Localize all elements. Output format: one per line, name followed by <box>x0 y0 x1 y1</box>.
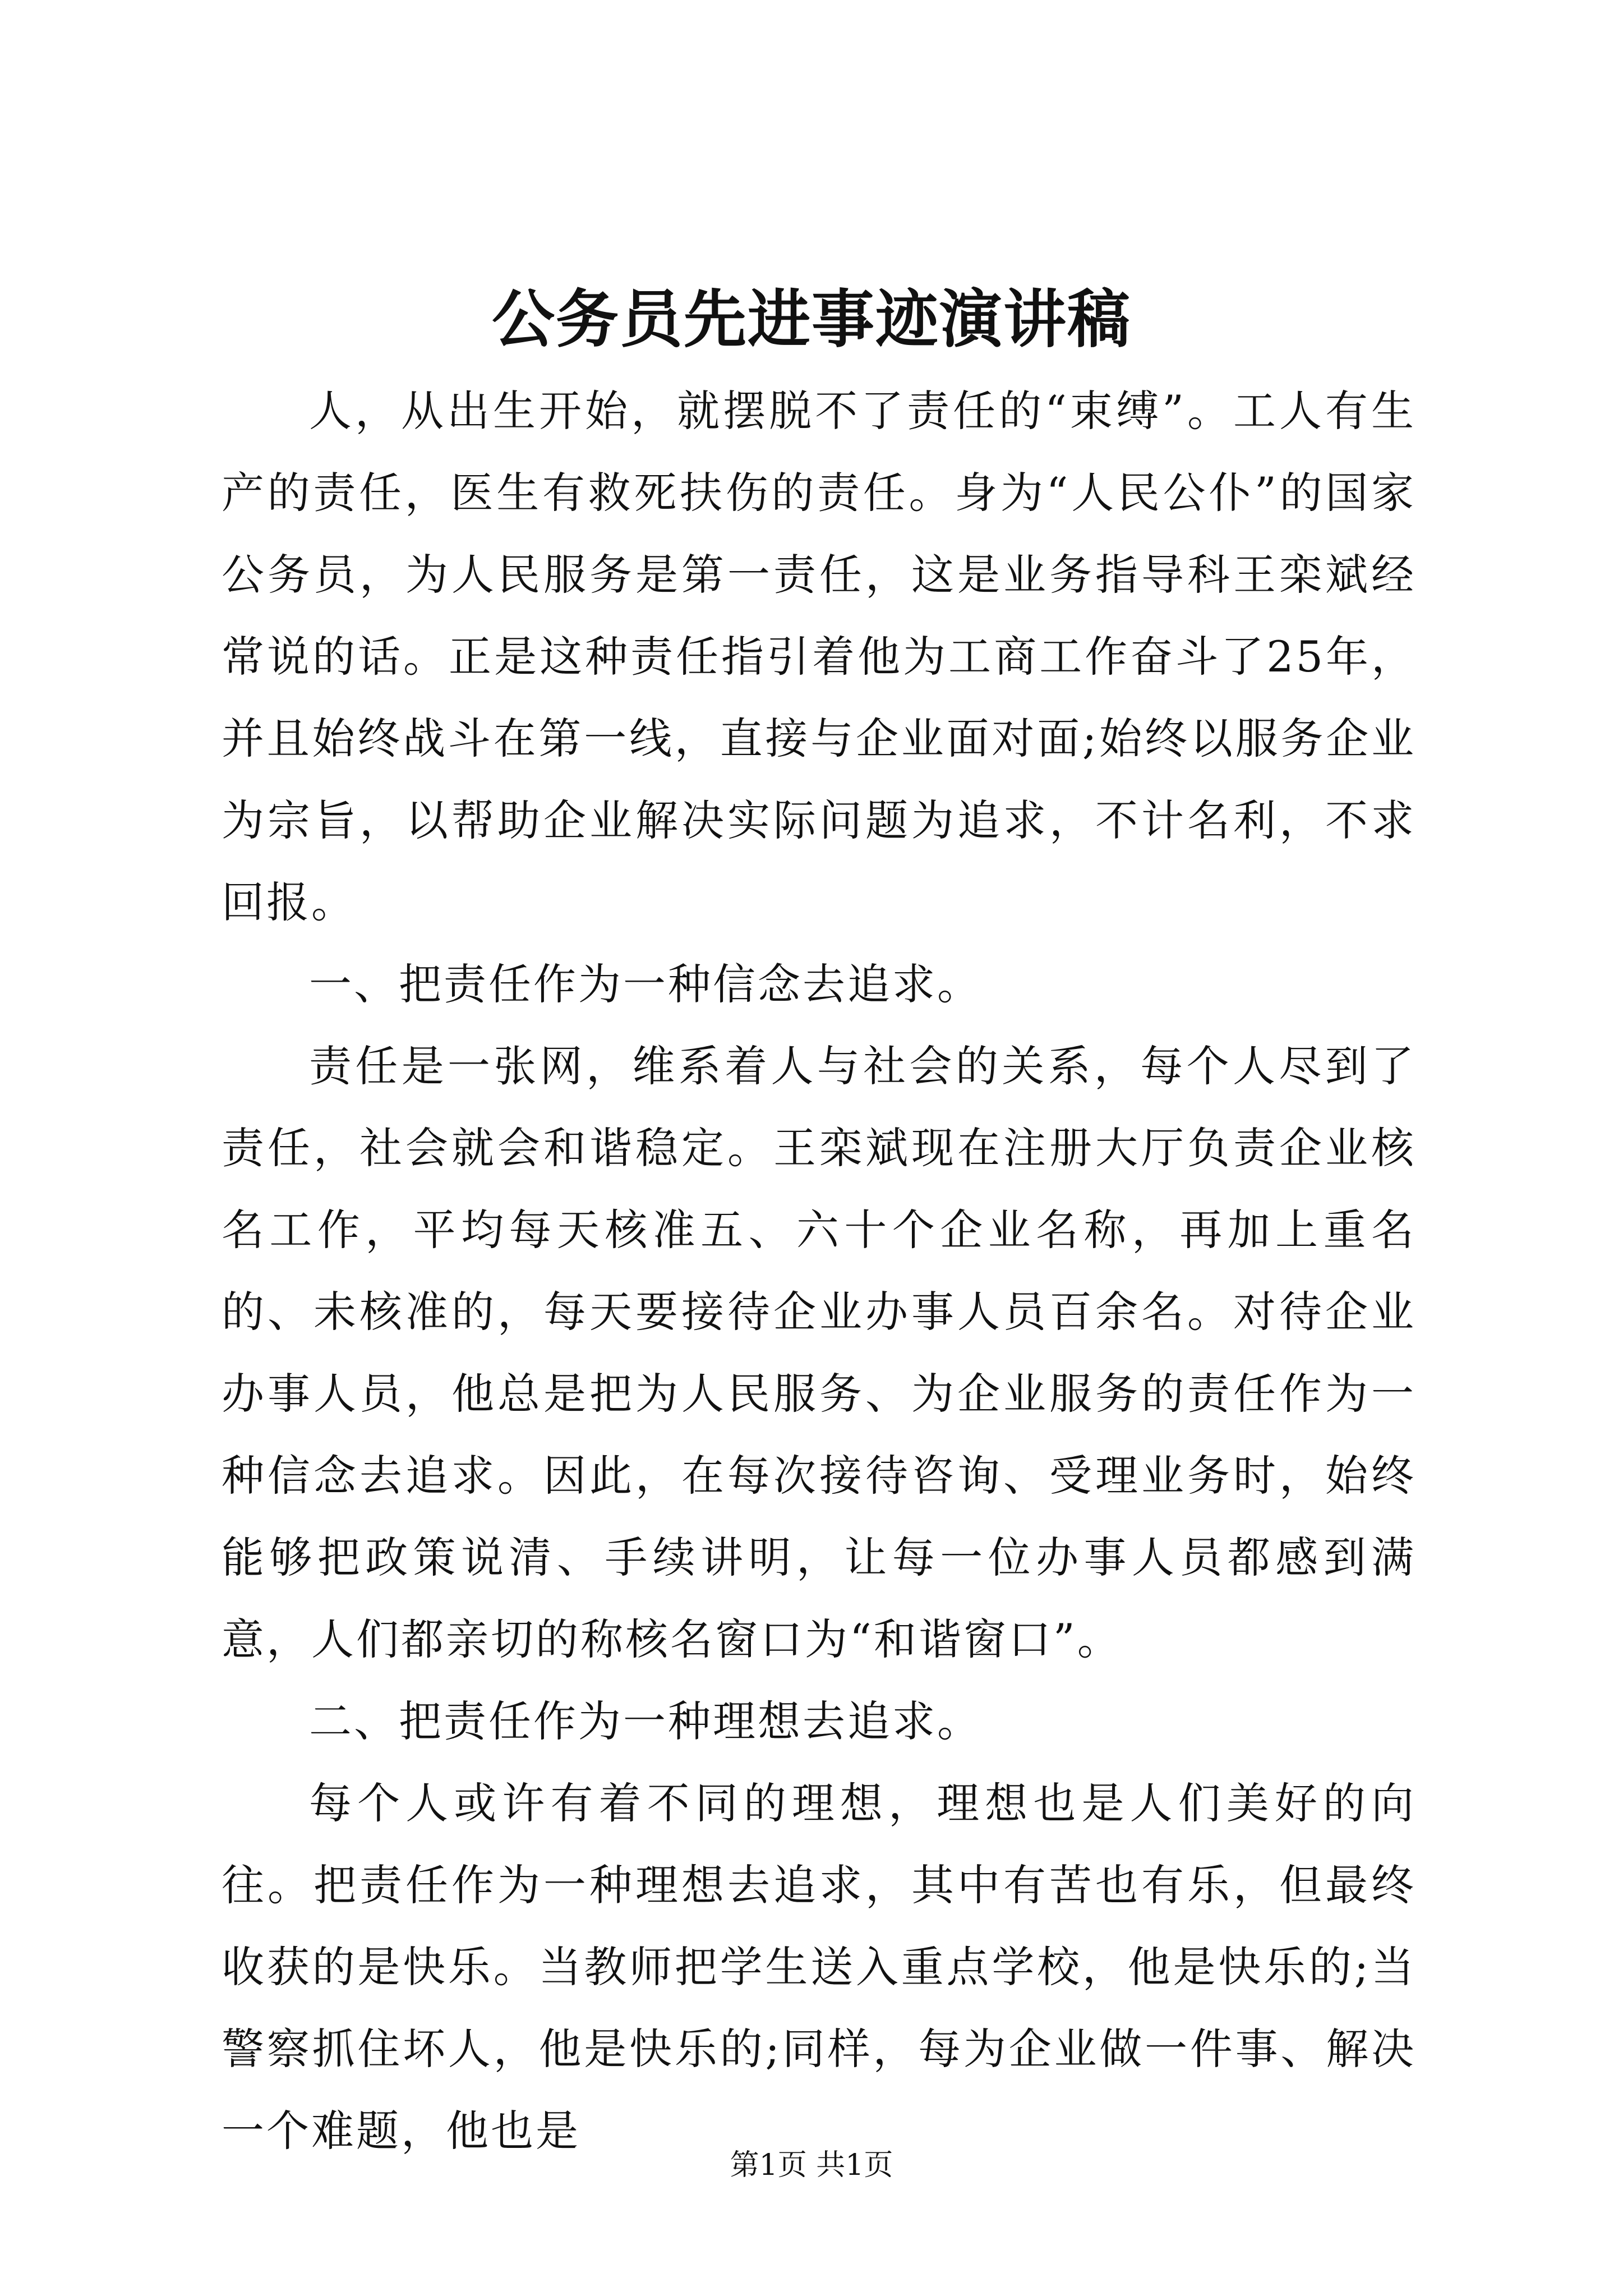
section-heading-2: 二、把责任作为一种理想去追求。 <box>309 1696 982 1746</box>
section-heading-1: 一、把责任作为一种信念去追求。 <box>309 959 982 1009</box>
page-footer: 第1页 共1页 <box>730 2148 893 2182</box>
paragraph-section-2: 每个人或许有着不同的理想，理想也是人们美好的向往。把责任作为一种理想去追求，其中有苦也有乐，但最终收获的是快乐。当教师把学生送入重点学校，他是快乐的;当警察抓住坏人，他是快乐的;同样，每为企业做一件事、解决一个难题，他也是 <box>222 1778 1416 2156</box>
document-title: 公务员先进事迹演讲稿 <box>492 283 1131 356</box>
paragraph-intro: 人，从出生开始，就摆脱不了责任的“束缚”。工人有生产的责任，医生有救死扶伤的责任。身为“人民公仆”的国家公务员，为人民服务是第一责任，这是业务指导科王栾斌经常说的话。正是这种责任指引着他为工商工作奋斗了25年，并且始终战斗在第一线，直接与企业面对面;始终以服务企业为宗旨，以帮助企业解决实际问题为追求，不计名利，不求回报。 <box>222 386 1416 927</box>
paragraph-section-1: 责任是一张网，维系着人与社会的关系，每个人尽到了责任，社会就会和谐稳定。王栾斌现在注册大厅负责企业核名工作，平均每天核准五、六十个企业名称，再加上重名的、未核准的，每天要接待企业办事人员百余名。对待企业办事人员，他总是把为人民服务、为企业服务的责任作为一种信念去追求。因此，在每次接待咨询、受理业务时，始终能够把政策说清、手续讲明，让每一位办事人员都感到满意，人们都亲切的称核名窗口为“和谐窗口”。 <box>222 1041 1416 1664</box>
document-body <box>222 370 1416 2172</box>
